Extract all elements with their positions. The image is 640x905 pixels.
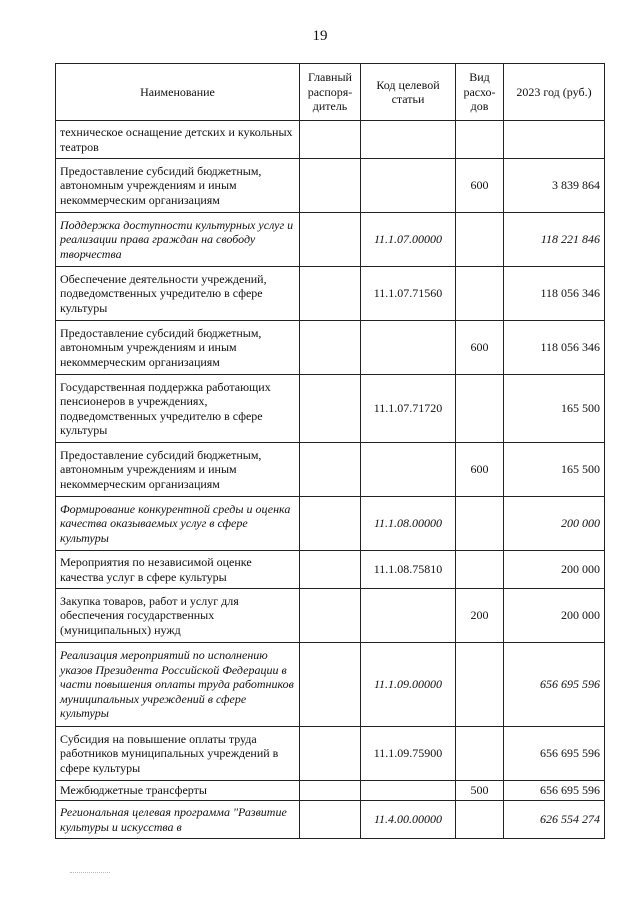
- row-name-cell: Реализация мероприятий по исполнению указов Президента Российской Федерации в части повышения оплаты труда работников муниципальных учреждений в сфере культуры: [56, 643, 300, 727]
- row-amount-cell: 3 839 864: [504, 159, 605, 213]
- row-grbs-cell: [300, 375, 361, 443]
- table-row: [56, 497, 605, 551]
- row-grbs-cell: [300, 781, 361, 801]
- header-name: Наименование: [56, 64, 300, 121]
- row-vr-cell: [456, 121, 504, 159]
- row-grbs-cell: [300, 159, 361, 213]
- row-amount-cell: 165 500: [504, 443, 605, 497]
- row-code-cell: [361, 159, 456, 213]
- row-name-cell: Предоставление субсидий бюджетным, автономным учреждениям и иным некоммерческим организациям: [56, 443, 300, 497]
- row-code-cell: [361, 121, 456, 159]
- table-row: [56, 589, 605, 643]
- table-row: [56, 213, 605, 267]
- table-row: [56, 267, 605, 321]
- header-grbs: Главный распоря-дитель: [300, 64, 361, 121]
- row-amount-cell: 200 000: [504, 551, 605, 589]
- row-amount-cell: 656 695 596: [504, 727, 605, 781]
- row-code-cell: [361, 443, 456, 497]
- row-amount-cell: 656 695 596: [504, 781, 605, 801]
- table-row: [56, 643, 605, 727]
- row-amount-cell: 200 000: [504, 589, 605, 643]
- row-vr-cell: 500: [456, 781, 504, 801]
- scan-artifact: [70, 872, 110, 879]
- row-name-cell: Формирование конкурентной среды и оценка качества оказываемых услуг в сфере культуры: [56, 497, 300, 551]
- row-grbs-cell: [300, 497, 361, 551]
- row-vr-cell: [456, 727, 504, 781]
- table-row: [56, 801, 605, 839]
- row-vr-cell: [456, 267, 504, 321]
- row-code-cell: [361, 589, 456, 643]
- row-code-cell: [361, 321, 456, 375]
- header-vr: Вид расхо-дов: [456, 64, 504, 121]
- table-row: [56, 551, 605, 589]
- row-grbs-cell: [300, 801, 361, 839]
- row-amount-cell: 118 056 346: [504, 321, 605, 375]
- row-code-cell: [361, 781, 456, 801]
- row-grbs-cell: [300, 643, 361, 727]
- header-amount: 2023 год (руб.): [504, 64, 605, 121]
- table-row: [56, 321, 605, 375]
- table-row: [56, 159, 605, 213]
- row-amount-cell: 200 000: [504, 497, 605, 551]
- table-row: [56, 727, 605, 781]
- row-grbs-cell: [300, 551, 361, 589]
- row-name-cell: техническое оснащение детских и кукольных театров: [56, 121, 300, 159]
- row-name-cell: Региональная целевая программа "Развитие культуры и искусства в: [56, 801, 300, 839]
- row-amount-cell: [504, 121, 605, 159]
- row-code-cell: 11.1.07.00000: [361, 213, 456, 267]
- row-code-cell: 11.1.08.75810: [361, 551, 456, 589]
- row-code-cell: 11.1.07.71720: [361, 375, 456, 443]
- table-body: [56, 121, 605, 839]
- row-name-cell: Обеспечение деятельности учреждений, подведомственных учредителю в сфере культуры: [56, 267, 300, 321]
- row-amount-cell: 118 221 846: [504, 213, 605, 267]
- table-row: [56, 375, 605, 443]
- row-amount-cell: 656 695 596: [504, 643, 605, 727]
- row-vr-cell: 600: [456, 321, 504, 375]
- row-grbs-cell: [300, 443, 361, 497]
- row-name-cell: Субсидия на повышение оплаты труда работников муниципальных учреждений в сфере культуры: [56, 727, 300, 781]
- row-code-cell: 11.1.08.00000: [361, 497, 456, 551]
- row-vr-cell: [456, 375, 504, 443]
- row-amount-cell: 626 554 274: [504, 801, 605, 839]
- budget-table: [55, 63, 605, 839]
- row-code-cell: 11.1.07.71560: [361, 267, 456, 321]
- header-code: Код целевой статьи: [361, 64, 456, 121]
- row-vr-cell: [456, 551, 504, 589]
- row-name-cell: Межбюджетные трансферты: [56, 781, 300, 801]
- row-vr-cell: 200: [456, 589, 504, 643]
- row-amount-cell: 118 056 346: [504, 267, 605, 321]
- row-name-cell: Поддержка доступности культурных услуг и реализации права граждан на свободу творчества: [56, 213, 300, 267]
- row-grbs-cell: [300, 213, 361, 267]
- row-vr-cell: 600: [456, 443, 504, 497]
- row-grbs-cell: [300, 727, 361, 781]
- row-code-cell: 11.4.00.00000: [361, 801, 456, 839]
- table-header-row: [56, 64, 605, 121]
- row-grbs-cell: [300, 589, 361, 643]
- table-row: [56, 781, 605, 801]
- row-code-cell: 11.1.09.00000: [361, 643, 456, 727]
- row-code-cell: 11.1.09.75900: [361, 727, 456, 781]
- row-vr-cell: [456, 643, 504, 727]
- table-row: [56, 121, 605, 159]
- row-vr-cell: [456, 801, 504, 839]
- row-grbs-cell: [300, 267, 361, 321]
- row-name-cell: Мероприятия по независимой оценке качества услуг в сфере культуры: [56, 551, 300, 589]
- row-name-cell: Предоставление субсидий бюджетным, автономным учреждениям и иным некоммерческим организациям: [56, 159, 300, 213]
- row-vr-cell: [456, 213, 504, 267]
- row-name-cell: Государственная поддержка работающих пенсионеров в учреждениях, подведомственных учредителю в сфере культуры: [56, 375, 300, 443]
- row-grbs-cell: [300, 321, 361, 375]
- row-vr-cell: 600: [456, 159, 504, 213]
- row-name-cell: Закупка товаров, работ и услуг для обеспечения государственных (муниципальных) нужд: [56, 589, 300, 643]
- row-amount-cell: 165 500: [504, 375, 605, 443]
- row-grbs-cell: [300, 121, 361, 159]
- row-name-cell: Предоставление субсидий бюджетным, автономным учреждениям и иным некоммерческим организациям: [56, 321, 300, 375]
- table-row: [56, 443, 605, 497]
- page-number: 19: [312, 28, 328, 44]
- row-vr-cell: [456, 497, 504, 551]
